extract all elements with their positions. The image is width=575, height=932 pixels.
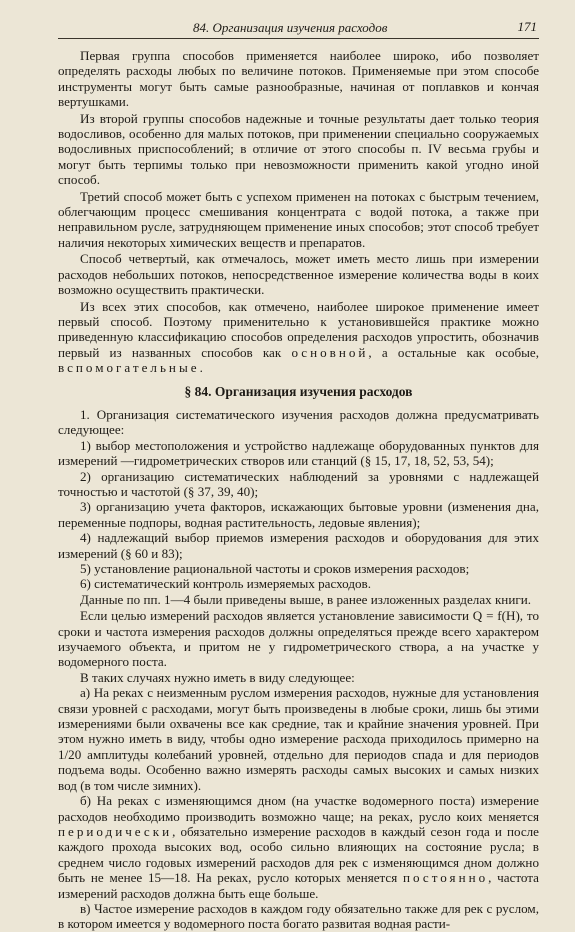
spaced-term: основной: [291, 344, 369, 360]
list-intro: 1. Организация систематического изучения расходов должна предусматривать следующее:: [58, 406, 539, 438]
list-item: 1) выбор местоположения и устройство надлежаще оборудованных пунктов для измерений —гидрометрических створов или станций (§ 15, 17, 18, 52, 53, 54);: [58, 437, 539, 469]
header-title: 84. Организация изучения расходов: [193, 20, 388, 35]
text-run: Из всех этих способов, как отмечено, наиболее широкое применение имеет первый способ. Поэтому применительно к установившейся практике можно приведенную классификацию способов определения расходов упростить, обозначив первый из названных способов как: [58, 298, 539, 360]
list-item: 5) установление рациональной частоты и сроков измерения расходов;: [80, 561, 470, 576]
list-item: 3) организацию учета факторов, искажающих бытовые уровни (изменения дна, переменные подпоры, водная растительность, ледовые явления);: [58, 499, 539, 530]
list-item: 2) организацию систематических наблюдений за уровнями с надлежащей точностью и частотой (§ 37, 39, 40);: [58, 468, 539, 499]
spaced-term: периодически: [58, 823, 173, 839]
paragraph: в) Частое измерение расходов в каждом году обязательно также для рек с руслом, в котором имеется у водомерного поста богато развитая водная расти-: [58, 900, 539, 932]
text-run: , частота измерений расходов должна быть еще больше.: [58, 870, 539, 901]
list-item: 6) систематический контроль измеряемых расходов.: [80, 576, 372, 592]
paragraph: Если целью измерений расходов является установление зависимости Q = f(H), то сроки и частота измерения расходов должны определяться прежде всего характером изучаемого объекта, и притом не у гидрометрического створа, а на участке у водомерного поста.: [58, 608, 539, 670]
list-item: 4) надлежащий выбор приемов измерения расходов и оборудования для этих измерений (§ 60 и 83);: [58, 530, 539, 561]
paragraph: Из второй группы способов надежные и точные результаты дает только теория водосливов, особенно для малых потоков, при применении специально сооружаемых водосливных приспособлений; в отличие от этого способы п. IV весьма грубы и могут быть терпимы только при невозможности применить какой угодно иной способ.: [58, 110, 539, 188]
spaced-term: постоянно: [403, 870, 489, 886]
text-run: , а остальные как особые,: [368, 344, 539, 360]
text-run: б) На реках с изменяющимся дном (на участке водомерного поста) измерение расходов необходимо производить возможно чаще; на реках, русло коих меняется: [58, 793, 539, 824]
page-number: 171: [517, 19, 537, 34]
text-run: .: [199, 360, 203, 376]
paragraph: [58, 299, 539, 376]
paragraph: Третий способ может быть с успехом применен на потоках с быстрым течением, облегчающим процесс смешивания концентрата с водой потока, а также при неправильном русле, затрудняющем применение иных способов; этот способ требует наличия некоторых химических веществ и препаратов.: [58, 188, 539, 250]
running-header: [58, 16, 539, 39]
text-run: , обязательно измерение расходов в каждый сезон года и после каждого прохода высоких вод, особо сильно влияющих на состояние русла; в среднем число годовых измерений расходов для рек с изменяющимся дном должно быть не менее 15—18. На реках, русло которых меняется: [58, 823, 539, 886]
paragraph: Способ четвертый, как отмечалось, может иметь место лишь при измерении расходов небольших потоков, непосредственное измерение количества воды в коих возможно осуществить практически.: [58, 251, 539, 298]
paragraph: [58, 793, 539, 901]
paragraph: Первая группа способов применяется наиболее широко, ибо позволяет определять расходы любых по величине потоков. Применяемые при этом способе инструменты могут быть самые разнообразные, начиная от поплавков и кончая вертушками.: [58, 48, 539, 110]
spaced-term: вспомогательные: [58, 360, 200, 376]
paragraph: В таких случаях нужно иметь в виду следующее:: [80, 669, 355, 685]
section-heading: § 84. Организация изучения расходов: [184, 383, 413, 399]
page-body: [58, 48, 539, 932]
paragraph: а) На реках с неизменным руслом измерения расходов, нужные для установления связи уровней с расходами, могут быть произведены в любые сроки, лишь бы этими измерениями были охвачены все как средние, так и крайние значения уровней. При этом нужно иметь в виду, чтобы одно измерение расхода приходилось примерно на 1/20 амплитуды колебаний уровней, отдельно для периодов спада и для периодов подъема воды. Особенно важно измерять расходы самых высоких и самых низких вод (в том числе зимних).: [58, 685, 539, 793]
paragraph: Данные по пп. 1—4 были приведены выше, в ранее изложенных разделах книги.: [80, 591, 531, 607]
